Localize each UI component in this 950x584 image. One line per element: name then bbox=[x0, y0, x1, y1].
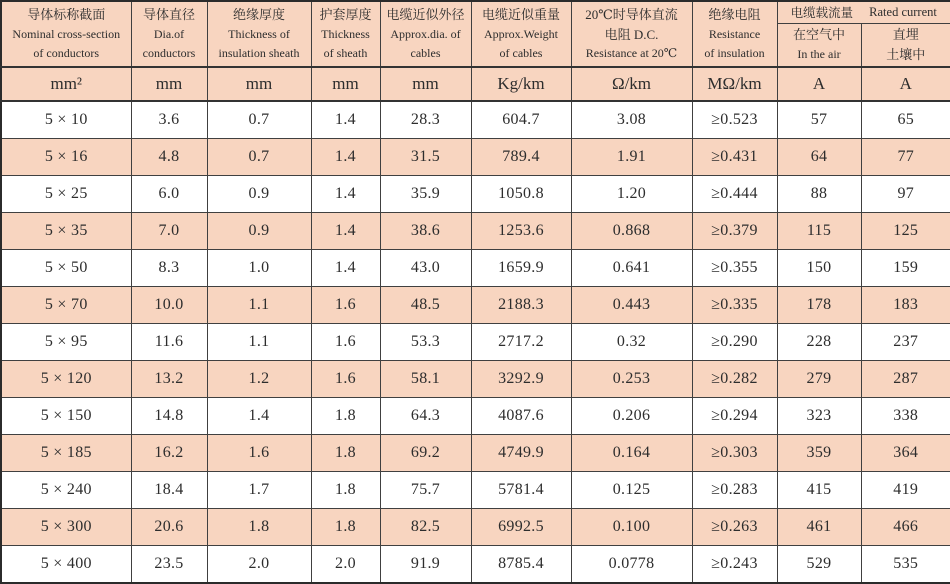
cell-insulation-resistance: ≥0.290 bbox=[692, 324, 777, 361]
cell-current-in-air: 415 bbox=[777, 472, 861, 509]
cell-conductor-diameter: 6.0 bbox=[131, 176, 207, 213]
cell-dc-resistance: 0.0778 bbox=[571, 546, 692, 584]
cell-nominal-cross-section: 5 × 70 bbox=[1, 287, 131, 324]
header-label-en: of insulation bbox=[704, 46, 765, 60]
cell-sheath-thickness: 1.4 bbox=[311, 213, 380, 250]
cell-approx-weight: 4749.9 bbox=[471, 435, 571, 472]
cell-approx-weight: 1659.9 bbox=[471, 250, 571, 287]
cell-approx-weight: 8785.4 bbox=[471, 546, 571, 584]
cell-approx-weight: 2717.2 bbox=[471, 324, 571, 361]
table-row bbox=[1, 361, 950, 398]
header-approx-diameter bbox=[380, 1, 471, 67]
cell-insulation-thickness: 0.7 bbox=[207, 101, 311, 139]
cell-approx-weight: 6992.5 bbox=[471, 509, 571, 546]
cell-insulation-thickness: 0.9 bbox=[207, 176, 311, 213]
cell-dc-resistance: 0.443 bbox=[571, 287, 692, 324]
header-sheath-thickness bbox=[311, 1, 380, 67]
cell-nominal-cross-section: 5 × 240 bbox=[1, 472, 131, 509]
cell-conductor-diameter: 8.3 bbox=[131, 250, 207, 287]
header-label-en: Thickness of bbox=[228, 27, 290, 41]
cell-current-in-air: 359 bbox=[777, 435, 861, 472]
cell-insulation-thickness: 1.8 bbox=[207, 509, 311, 546]
cell-conductor-diameter: 7.0 bbox=[131, 213, 207, 250]
header-rated-current-group bbox=[777, 1, 950, 23]
cell-insulation-resistance: ≥0.303 bbox=[692, 435, 777, 472]
cell-current-buried: 364 bbox=[861, 435, 950, 472]
cell-nominal-cross-section: 5 × 300 bbox=[1, 509, 131, 546]
cell-sheath-thickness: 1.8 bbox=[311, 435, 380, 472]
unit-approx-diameter: mm bbox=[380, 67, 471, 101]
cell-nominal-cross-section: 5 × 120 bbox=[1, 361, 131, 398]
cell-sheath-thickness: 2.0 bbox=[311, 546, 380, 584]
cell-current-buried: 338 bbox=[861, 398, 950, 435]
header-label-zh: 在空气中 bbox=[792, 27, 845, 43]
cell-dc-resistance: 0.164 bbox=[571, 435, 692, 472]
header-label-en: of conductors bbox=[33, 46, 100, 60]
cell-approx-diameter: 31.5 bbox=[380, 139, 471, 176]
cell-sheath-thickness: 1.4 bbox=[311, 176, 380, 213]
cell-current-buried: 183 bbox=[861, 287, 950, 324]
cell-sheath-thickness: 1.8 bbox=[311, 472, 380, 509]
header-label-zh: 电阻 D.C. bbox=[604, 27, 659, 42]
cell-approx-weight: 3292.9 bbox=[471, 361, 571, 398]
cell-current-buried: 287 bbox=[861, 361, 950, 398]
header-label-zh: 电缆近似外径 bbox=[386, 7, 465, 22]
header-label-en: cables bbox=[410, 46, 441, 60]
cell-sheath-thickness: 1.6 bbox=[311, 324, 380, 361]
cell-sheath-thickness: 1.6 bbox=[311, 287, 380, 324]
cell-current-buried: 419 bbox=[861, 472, 950, 509]
header-conductor-diameter bbox=[131, 1, 207, 67]
cell-dc-resistance: 1.91 bbox=[571, 139, 692, 176]
table-row bbox=[1, 324, 950, 361]
cell-insulation-thickness: 0.9 bbox=[207, 213, 311, 250]
unit-conductor-diameter: mm bbox=[131, 67, 207, 101]
table-row bbox=[1, 176, 950, 213]
cell-current-buried: 65 bbox=[861, 101, 950, 139]
cell-current-buried: 159 bbox=[861, 250, 950, 287]
cell-current-in-air: 115 bbox=[777, 213, 861, 250]
table-row bbox=[1, 509, 950, 546]
table-row bbox=[1, 398, 950, 435]
table-row bbox=[1, 139, 950, 176]
header-label-en: Approx.dia. of bbox=[390, 27, 461, 41]
header-label-en: of cables bbox=[499, 46, 543, 60]
cell-current-buried: 97 bbox=[861, 176, 950, 213]
cell-approx-diameter: 82.5 bbox=[380, 509, 471, 546]
cell-sheath-thickness: 1.6 bbox=[311, 361, 380, 398]
header-current-buried bbox=[861, 23, 950, 67]
cell-sheath-thickness: 1.8 bbox=[311, 398, 380, 435]
cell-dc-resistance: 1.20 bbox=[571, 176, 692, 213]
cell-nominal-cross-section: 5 × 50 bbox=[1, 250, 131, 287]
header-label-en: Approx.Weight bbox=[483, 27, 559, 41]
cell-insulation-resistance: ≥0.282 bbox=[692, 361, 777, 398]
cell-sheath-thickness: 1.8 bbox=[311, 509, 380, 546]
units-row bbox=[1, 67, 950, 101]
cell-approx-weight: 604.7 bbox=[471, 101, 571, 139]
cell-conductor-diameter: 4.8 bbox=[131, 139, 207, 176]
header-label-en: In the air bbox=[797, 47, 841, 62]
header-row-top bbox=[1, 1, 950, 23]
unit-sheath-thickness: mm bbox=[311, 67, 380, 101]
cell-conductor-diameter: 10.0 bbox=[131, 287, 207, 324]
table-row bbox=[1, 435, 950, 472]
table-row bbox=[1, 250, 950, 287]
cell-current-buried: 125 bbox=[861, 213, 950, 250]
cell-nominal-cross-section: 5 × 16 bbox=[1, 139, 131, 176]
cell-insulation-resistance: ≥0.243 bbox=[692, 546, 777, 584]
cell-insulation-resistance: ≥0.294 bbox=[692, 398, 777, 435]
unit-current-in-air: A bbox=[777, 67, 861, 101]
cell-nominal-cross-section: 5 × 25 bbox=[1, 176, 131, 213]
cell-approx-diameter: 69.2 bbox=[380, 435, 471, 472]
cell-nominal-cross-section: 5 × 95 bbox=[1, 324, 131, 361]
cell-insulation-thickness: 0.7 bbox=[207, 139, 311, 176]
cell-current-in-air: 228 bbox=[777, 324, 861, 361]
cell-approx-weight: 1253.6 bbox=[471, 213, 571, 250]
cell-conductor-diameter: 18.4 bbox=[131, 472, 207, 509]
header-label-zh: 绝缘电阻 bbox=[708, 7, 761, 22]
unit-insulation-resistance: MΩ/km bbox=[692, 67, 777, 101]
cell-current-buried: 466 bbox=[861, 509, 950, 546]
unit-nominal-cross-section: mm² bbox=[1, 67, 131, 101]
header-label-zh: 护套厚度 bbox=[319, 7, 372, 22]
cell-nominal-cross-section: 5 × 400 bbox=[1, 546, 131, 584]
cell-current-in-air: 88 bbox=[777, 176, 861, 213]
cell-approx-diameter: 75.7 bbox=[380, 472, 471, 509]
cell-current-in-air: 150 bbox=[777, 250, 861, 287]
cell-approx-diameter: 64.3 bbox=[380, 398, 471, 435]
cell-conductor-diameter: 3.6 bbox=[131, 101, 207, 139]
header-label-en: Resistance at 20℃ bbox=[585, 46, 678, 60]
header-label-zh: 导体标称截面 bbox=[27, 7, 106, 22]
table-row bbox=[1, 213, 950, 250]
cell-approx-weight: 1050.8 bbox=[471, 176, 571, 213]
cell-current-in-air: 279 bbox=[777, 361, 861, 398]
cell-approx-diameter: 48.5 bbox=[380, 287, 471, 324]
cell-nominal-cross-section: 5 × 185 bbox=[1, 435, 131, 472]
cell-approx-diameter: 38.6 bbox=[380, 213, 471, 250]
unit-dc-resistance: Ω/km bbox=[571, 67, 692, 101]
rated-current-label-en: Rated current bbox=[869, 4, 937, 19]
header-current-in-air bbox=[777, 23, 861, 67]
cell-current-buried: 535 bbox=[861, 546, 950, 584]
header-dc-resistance bbox=[571, 1, 692, 67]
cell-dc-resistance: 0.253 bbox=[571, 361, 692, 398]
cell-insulation-thickness: 1.1 bbox=[207, 287, 311, 324]
cell-current-in-air: 461 bbox=[777, 509, 861, 546]
cell-approx-diameter: 35.9 bbox=[380, 176, 471, 213]
header-insulation-resistance bbox=[692, 1, 777, 67]
cell-conductor-diameter: 11.6 bbox=[131, 324, 207, 361]
cell-current-in-air: 529 bbox=[777, 546, 861, 584]
unit-current-buried: A bbox=[861, 67, 950, 101]
cell-insulation-thickness: 1.4 bbox=[207, 398, 311, 435]
table-row bbox=[1, 101, 950, 139]
cell-dc-resistance: 0.206 bbox=[571, 398, 692, 435]
cell-approx-weight: 4087.6 bbox=[471, 398, 571, 435]
table-body bbox=[1, 101, 950, 583]
cell-insulation-thickness: 1.2 bbox=[207, 361, 311, 398]
cell-insulation-resistance: ≥0.379 bbox=[692, 213, 777, 250]
header-nominal-cross-section bbox=[1, 1, 131, 67]
cell-approx-diameter: 43.0 bbox=[380, 250, 471, 287]
cell-insulation-resistance: ≥0.263 bbox=[692, 509, 777, 546]
cell-insulation-thickness: 1.7 bbox=[207, 472, 311, 509]
header-label-zh: 电缆近似重量 bbox=[481, 7, 560, 22]
cell-nominal-cross-section: 5 × 10 bbox=[1, 101, 131, 139]
cell-insulation-resistance: ≥0.335 bbox=[692, 287, 777, 324]
header-label-en: Dia.of bbox=[153, 27, 185, 41]
header-label-en: Thickness bbox=[321, 27, 370, 41]
cell-sheath-thickness: 1.4 bbox=[311, 101, 380, 139]
header-label-en: Resistance bbox=[708, 27, 761, 41]
header-label-en: conductors bbox=[142, 46, 196, 60]
cell-approx-diameter: 53.3 bbox=[380, 324, 471, 361]
cell-insulation-thickness: 2.0 bbox=[207, 546, 311, 584]
cell-insulation-thickness: 1.6 bbox=[207, 435, 311, 472]
cell-current-buried: 77 bbox=[861, 139, 950, 176]
cell-conductor-diameter: 20.6 bbox=[131, 509, 207, 546]
cell-nominal-cross-section: 5 × 150 bbox=[1, 398, 131, 435]
header-insulation-thickness bbox=[207, 1, 311, 67]
header-label-zh: 土壤中 bbox=[886, 46, 926, 62]
cell-dc-resistance: 0.125 bbox=[571, 472, 692, 509]
table-row bbox=[1, 287, 950, 324]
cell-approx-diameter: 58.1 bbox=[380, 361, 471, 398]
header-approx-weight bbox=[471, 1, 571, 67]
header-label-zh: 绝缘厚度 bbox=[232, 7, 285, 22]
cell-approx-weight: 2188.3 bbox=[471, 287, 571, 324]
cell-insulation-thickness: 1.0 bbox=[207, 250, 311, 287]
cell-sheath-thickness: 1.4 bbox=[311, 250, 380, 287]
cell-current-in-air: 57 bbox=[777, 101, 861, 139]
cell-current-in-air: 323 bbox=[777, 398, 861, 435]
cell-sheath-thickness: 1.4 bbox=[311, 139, 380, 176]
cell-dc-resistance: 3.08 bbox=[571, 101, 692, 139]
cell-insulation-resistance: ≥0.523 bbox=[692, 101, 777, 139]
header-label-en: Nominal cross-section bbox=[12, 27, 121, 41]
cell-current-in-air: 178 bbox=[777, 287, 861, 324]
header-label-en: insulation sheath bbox=[218, 46, 300, 60]
cell-insulation-resistance: ≥0.431 bbox=[692, 139, 777, 176]
cell-dc-resistance: 0.100 bbox=[571, 509, 692, 546]
cell-approx-weight: 789.4 bbox=[471, 139, 571, 176]
cell-insulation-thickness: 1.1 bbox=[207, 324, 311, 361]
cell-approx-diameter: 28.3 bbox=[380, 101, 471, 139]
cell-current-in-air: 64 bbox=[777, 139, 861, 176]
cell-insulation-resistance: ≥0.355 bbox=[692, 250, 777, 287]
table-row bbox=[1, 472, 950, 509]
header-label-en: of sheath bbox=[323, 46, 368, 60]
cell-dc-resistance: 0.868 bbox=[571, 213, 692, 250]
cell-conductor-diameter: 13.2 bbox=[131, 361, 207, 398]
header-label-zh: 直埋 bbox=[892, 26, 919, 42]
cell-dc-resistance: 0.32 bbox=[571, 324, 692, 361]
unit-insulation-thickness: mm bbox=[207, 67, 311, 101]
table-header bbox=[1, 1, 950, 101]
cell-conductor-diameter: 14.8 bbox=[131, 398, 207, 435]
cell-insulation-resistance: ≥0.283 bbox=[692, 472, 777, 509]
cell-conductor-diameter: 16.2 bbox=[131, 435, 207, 472]
table-row bbox=[1, 546, 950, 584]
header-label-zh: 导体直径 bbox=[142, 7, 195, 22]
unit-approx-weight: Kg/km bbox=[471, 67, 571, 101]
rated-current-label-zh: 电缆载流量 bbox=[790, 6, 854, 21]
cell-conductor-diameter: 23.5 bbox=[131, 546, 207, 584]
cell-current-buried: 237 bbox=[861, 324, 950, 361]
cell-approx-weight: 5781.4 bbox=[471, 472, 571, 509]
cell-approx-diameter: 91.9 bbox=[380, 546, 471, 584]
cell-dc-resistance: 0.641 bbox=[571, 250, 692, 287]
header-label-zh: 20℃时导体直流 bbox=[585, 7, 678, 22]
cell-insulation-resistance: ≥0.444 bbox=[692, 176, 777, 213]
cell-nominal-cross-section: 5 × 35 bbox=[1, 213, 131, 250]
